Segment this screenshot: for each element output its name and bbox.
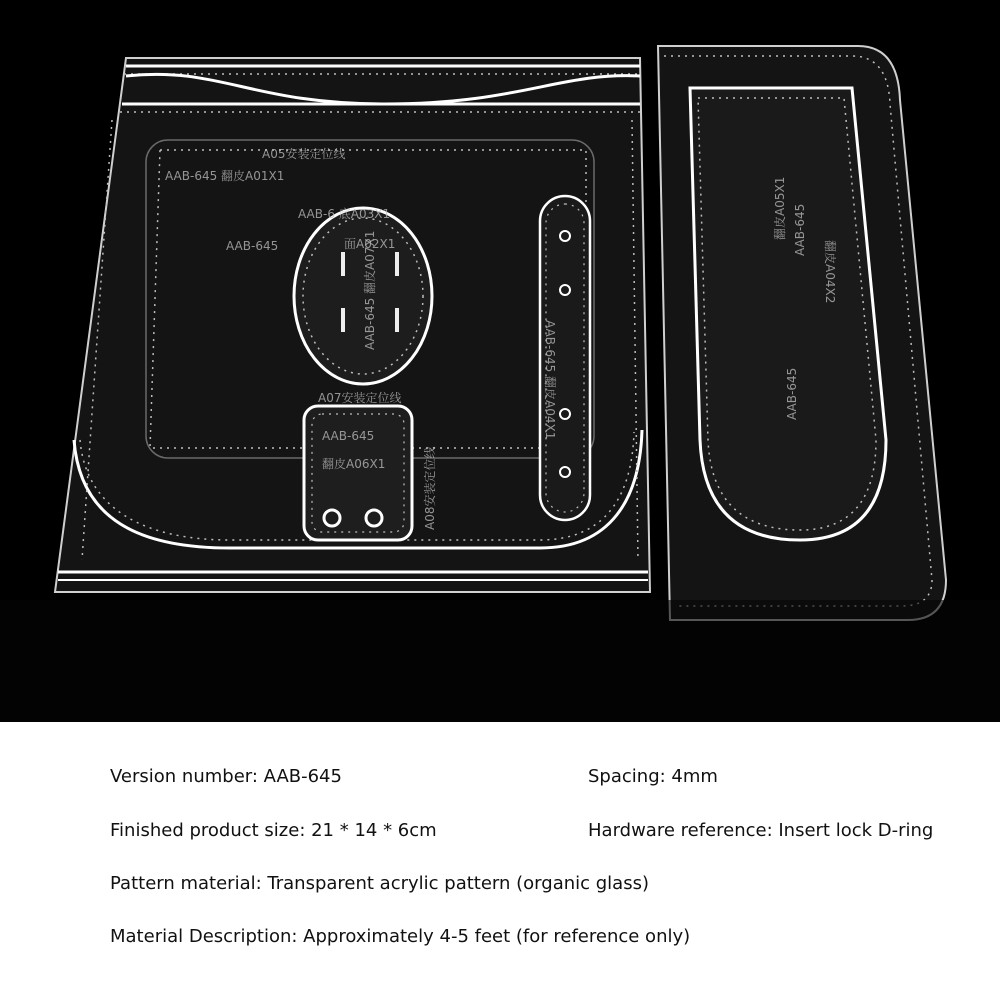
material-description: Material Description: Approximately 4-5 feet (for reference only) [110,926,691,947]
left-pattern-piece [55,58,650,592]
label-aab-left: AAB-645 [226,239,279,253]
spacing: Spacing: 4mm [588,766,718,787]
label-aab-small: AAB-645 [322,429,375,443]
label-right-d: AAB-645 [785,367,799,420]
version-number: Version number: AAB-645 [110,766,342,787]
label-aab-a01: AAB-645 翻皮A01X1 [165,169,285,183]
finished-size: Finished product size: 21 * 14 * 6cm [110,820,437,841]
label-a02: 面A02X1 [344,237,396,251]
hardware-reference: Hardware reference: Insert lock D-ring [588,820,934,841]
pattern-material: Pattern material: Transparent acrylic pattern (organic glass) [110,873,649,894]
label-a03: AAB-6 底A03X1 [298,207,391,221]
label-strap: AAB-645 翻皮A04X1 [543,320,557,440]
label-aab-a07: AAB-645 翻皮A07X1 [363,230,377,350]
label-right-a: 翻皮A05X1 [773,176,787,240]
label-a06: 翻皮A06X1 [322,457,386,471]
label-a07: A07安装定位线 [318,391,402,405]
label-a08: A08安装定位线 [423,446,437,530]
right-pattern-piece [658,46,946,620]
label-right-b: 翻皮A04X2 [823,240,837,304]
label-a05: A05安装定位线 [262,147,346,161]
label-right-c: AAB-645 [793,203,807,256]
